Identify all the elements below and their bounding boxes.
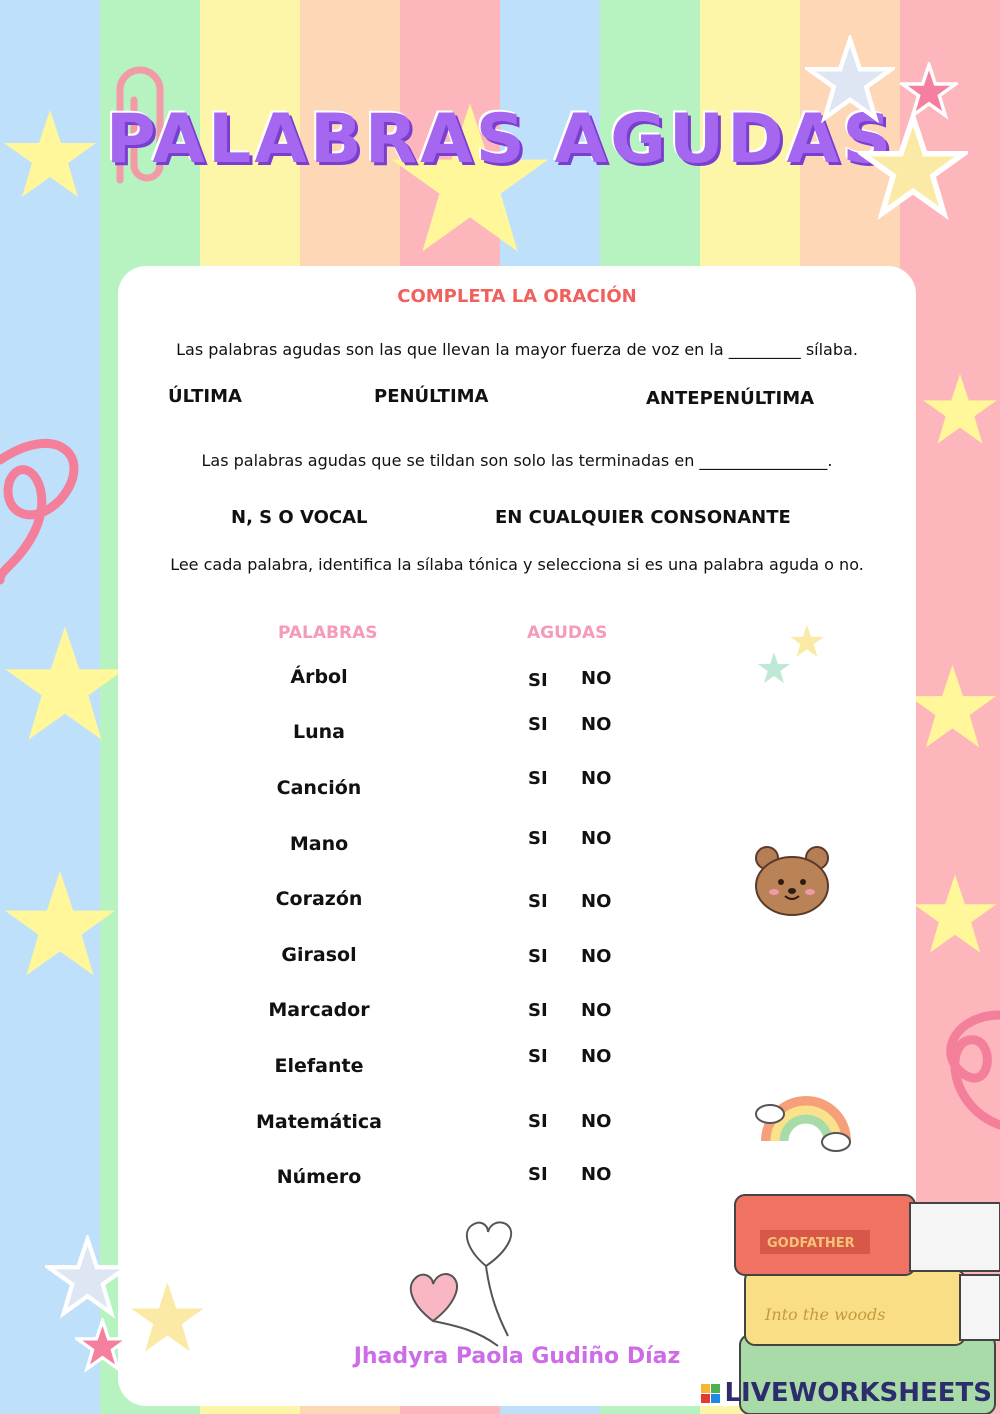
- word-item: Corazón: [275, 888, 363, 910]
- answer-no-option[interactable]: NO: [581, 714, 612, 735]
- answer-no-option[interactable]: NO: [581, 668, 612, 689]
- option-n-s-vocal[interactable]: N, S O VOCAL: [231, 507, 368, 528]
- star-icon: [920, 370, 1000, 450]
- watermark-text: LIVEWORKSHEETS: [724, 1378, 992, 1408]
- word-item: Matemática: [256, 1111, 382, 1133]
- answer-no-option[interactable]: NO: [581, 1164, 612, 1185]
- answer-no-option[interactable]: NO: [581, 828, 612, 849]
- star-icon: [0, 865, 120, 985]
- answer-si-option[interactable]: SI: [528, 891, 548, 912]
- book-label-2: Into the woods: [765, 1305, 886, 1324]
- rainbow-icon: [754, 1066, 856, 1156]
- answer-no-option[interactable]: NO: [581, 946, 612, 967]
- swirl-icon: [0, 420, 100, 590]
- option-ultima[interactable]: ÚLTIMA: [168, 386, 242, 407]
- column-header-palabras: PALABRAS: [278, 623, 378, 643]
- star-icon: [910, 870, 1000, 960]
- answer-si-option[interactable]: SI: [528, 1046, 548, 1067]
- word-item: Elefante: [274, 1055, 364, 1077]
- answer-si-option[interactable]: SI: [528, 714, 548, 735]
- star-icon: [120, 1270, 215, 1365]
- book-label-1: GODFATHER: [767, 1236, 855, 1251]
- author-name: Jhadyra Paola Gudiño Díaz: [353, 1344, 681, 1369]
- star-icon: [752, 646, 796, 690]
- word-item: Luna: [293, 721, 345, 743]
- heart-balloon-icon: [398, 1216, 528, 1356]
- answer-no-option[interactable]: NO: [581, 1111, 612, 1132]
- page-title: PALABRAS AGUDAS: [105, 100, 895, 179]
- question-2-sentence: Las palabras agudas que se tildan son solo las terminadas en ________________.: [201, 451, 833, 470]
- word-item: Número: [276, 1166, 362, 1188]
- star-icon: [0, 620, 130, 750]
- answer-si-option[interactable]: SI: [528, 670, 548, 691]
- section-heading: COMPLETA LA ORACIÓN: [397, 286, 637, 307]
- answer-si-option[interactable]: SI: [528, 1111, 548, 1132]
- star-icon: [45, 1235, 130, 1320]
- swirl-icon: [935, 995, 1000, 1145]
- answer-no-option[interactable]: NO: [581, 1000, 612, 1021]
- column-header-agudas: AGUDAS: [527, 623, 608, 643]
- word-item: Marcador: [268, 999, 370, 1021]
- answer-si-option[interactable]: SI: [528, 1164, 548, 1185]
- instruction-text: Lee cada palabra, identifica la sílaba tónica y selecciona si es una palabra aguda o no.: [170, 555, 864, 574]
- answer-si-option[interactable]: SI: [528, 768, 548, 789]
- option-antepenultima[interactable]: ANTEPENÚLTIMA: [646, 388, 815, 409]
- question-1-sentence: Las palabras agudas son las que llevan la mayor fuerza de voz en la _________ sílaba.: [176, 340, 858, 359]
- answer-no-option[interactable]: NO: [581, 768, 612, 789]
- answer-si-option[interactable]: SI: [528, 1000, 548, 1021]
- star-icon: [858, 112, 968, 222]
- answer-si-option[interactable]: SI: [528, 828, 548, 849]
- answer-no-option[interactable]: NO: [581, 1046, 612, 1067]
- liveworksheets-logo-icon: [701, 1384, 720, 1403]
- word-item: Mano: [289, 833, 349, 855]
- star-icon: [75, 1318, 130, 1373]
- word-item: Árbol: [290, 666, 348, 688]
- word-item: Girasol: [281, 944, 357, 966]
- option-cualquier-consonante[interactable]: EN CUALQUIER CONSONANTE: [495, 507, 791, 528]
- word-item: Canción: [276, 777, 362, 799]
- star-icon: [905, 660, 1000, 755]
- answer-no-option[interactable]: NO: [581, 891, 612, 912]
- liveworksheets-watermark: [701, 1378, 992, 1408]
- option-penultima[interactable]: PENÚLTIMA: [374, 386, 489, 407]
- bear-icon: [752, 844, 832, 918]
- answer-si-option[interactable]: SI: [528, 946, 548, 967]
